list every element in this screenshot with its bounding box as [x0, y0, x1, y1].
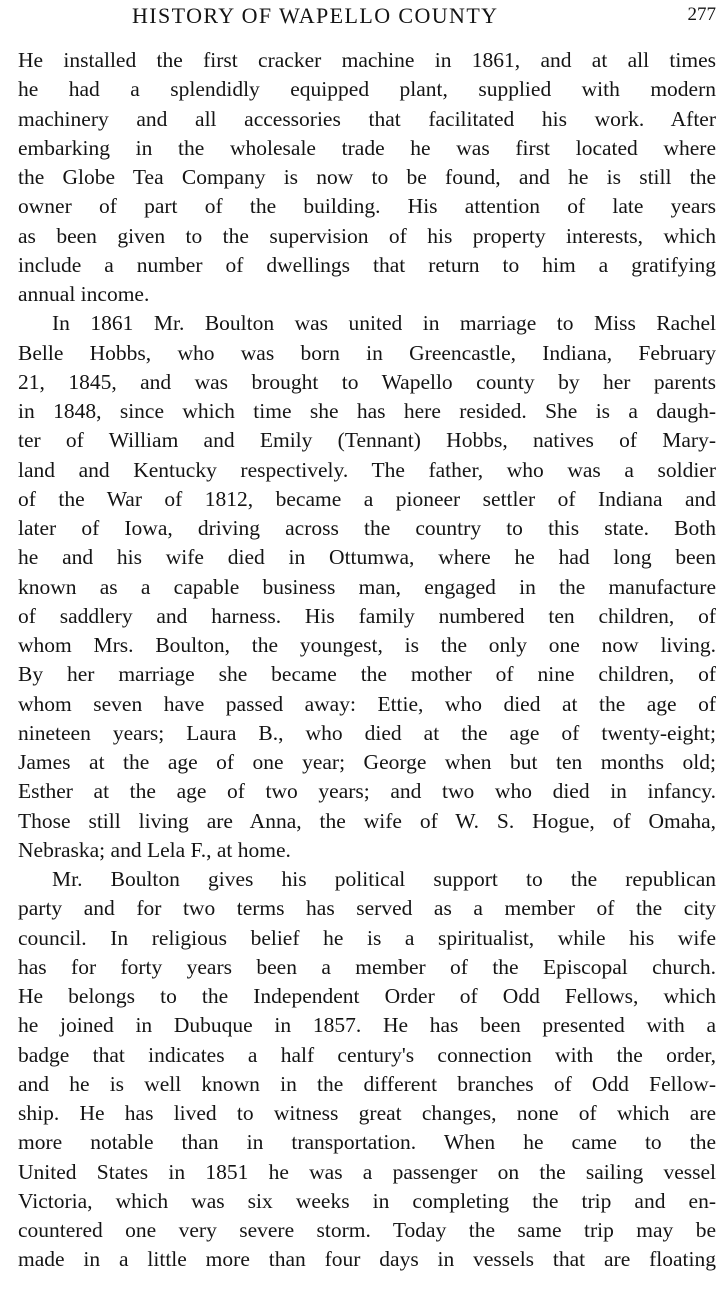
paragraph: [18, 46, 716, 309]
text-line: he had a splendidly equipped plant, supplied with modern: [18, 77, 716, 102]
text-line: Belle Hobbs, who was born in Greencastle, Indiana, February: [18, 340, 716, 365]
text-line: party and for two terms has served as a member of the city: [18, 896, 716, 921]
text-line: in 1848, since which time she has here resided. She is a daugh-: [18, 399, 716, 423]
running-header: [18, 0, 716, 34]
text-line: include a number of dwellings that return to him a gratifying: [18, 252, 716, 277]
text-line: has for forty years been a member of the Episcopal church.: [18, 954, 716, 979]
text-line: countered one very severe storm. Today the same trip may be: [18, 1218, 716, 1242]
text-line: owner of part of the building. His attention of late years: [18, 194, 716, 219]
text-line: He installed the first cracker machine in 1861, and at all times: [18, 48, 716, 72]
text-line: annual income.: [18, 282, 150, 306]
text-line: By her marriage she became the mother of nine children, of: [18, 662, 716, 687]
text-line: land and Kentucky respectively. The father, who was a soldier: [18, 457, 716, 482]
text-line: Nebraska; and Lela F., at home.: [18, 837, 291, 862]
text-line: In 1861 Mr. Boulton was united in marriage to Miss Rachel: [52, 311, 716, 336]
text-line: United States in 1851 he was a passenger on the sailing vessel: [18, 1159, 716, 1184]
book-page: [18, 0, 716, 1275]
text-line: Mr. Boulton gives his political support to the republican: [52, 867, 716, 891]
text-line: council. In religious belief he is a spiritualist, while his wife: [18, 925, 716, 950]
text-line: ter of William and Emily (Tennant) Hobbs, natives of Mary-: [18, 428, 716, 453]
paragraph: [18, 865, 716, 1275]
text-line: later of Iowa, driving across the country to this state. Both: [18, 516, 716, 540]
text-line: the Globe Tea Company is now to be found, and he is still the: [18, 165, 716, 189]
text-line: and he is well known in the different branches of Odd Fellow-: [18, 1071, 716, 1096]
text-line: Esther at the age of two years; and two who died in infancy.: [18, 779, 716, 804]
running-title: HISTORY OF WAPELLO COUNTY: [132, 3, 499, 28]
text-line: badge that indicates a half century's connection with the order,: [18, 1042, 716, 1067]
text-line: whom Mrs. Boulton, the youngest, is the only one now living.: [18, 633, 716, 657]
text-line: ship. He has lived to witness great changes, none of which are: [18, 1101, 716, 1125]
text-line: machinery and all accessories that facilitated his work. After: [18, 106, 716, 131]
text-line: of saddlery and harness. His family numbered ten children, of: [18, 603, 716, 628]
text-line: whom seven have passed away: Ettie, who died at the age of: [18, 691, 716, 716]
text-line: nineteen years; Laura B., who died at the age of twenty-eight;: [18, 720, 716, 745]
text-line: embarking in the wholesale trade he was first located where: [18, 135, 716, 160]
text-line: known as a capable business man, engaged in the manufacture: [18, 574, 716, 599]
text-line: James at the age of one year; George when but ten months old;: [18, 750, 716, 774]
page-number: 277: [687, 4, 716, 25]
text-line: 21, 1845, and was brought to Wapello county by her parents: [18, 369, 716, 394]
body-text: [18, 46, 716, 1275]
text-line: he joined in Dubuque in 1857. He has been presented with a: [18, 1013, 716, 1038]
text-line: He belongs to the Independent Order of Odd Fellows, which: [18, 984, 716, 1008]
text-line: more notable than in transportation. When he came to the: [18, 1130, 716, 1155]
text-line: as been given to the supervision of his property interests, which: [18, 223, 716, 248]
text-line: Those still living are Anna, the wife of W. S. Hogue, of Omaha,: [18, 808, 716, 833]
text-line: he and his wife died in Ottumwa, where he had long been: [18, 545, 716, 570]
paragraph: [18, 309, 716, 865]
text-line: Victoria, which was six weeks in completing the trip and en-: [18, 1188, 716, 1213]
text-line: of the War of 1812, became a pioneer settler of Indiana and: [18, 486, 716, 511]
text-line: made in a little more than four days in vessels that are floating: [18, 1247, 716, 1272]
